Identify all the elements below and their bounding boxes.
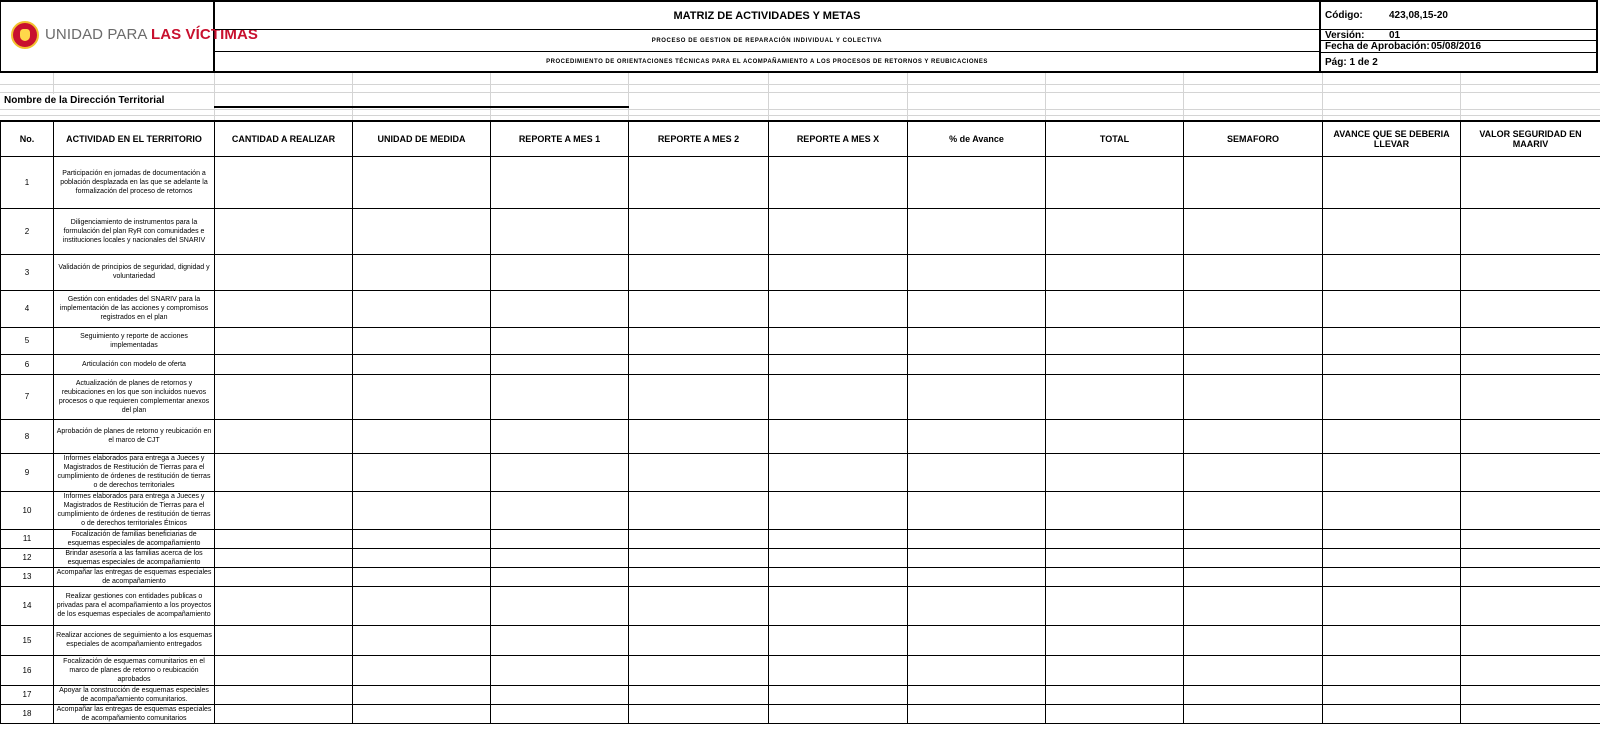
data-entry-cell[interactable] <box>1046 453 1184 491</box>
territorial-direction-label: Nombre de la Dirección Territorial <box>4 95 165 106</box>
row-number: 4 <box>1 290 54 327</box>
data-entry-cell[interactable] <box>1184 586 1323 625</box>
grid-line <box>1460 73 1461 120</box>
column-header: % de Avance <box>908 121 1046 156</box>
approval-label: Fecha de Aprobación: <box>1325 41 1430 52</box>
activity-cell: Informes elaborados para entrega a Jueces y Magistrados de Restitución de Tierras para el cumplimiento de órdenes de restitución de tierras o de derechos territoriales <box>54 453 215 491</box>
data-entry-cell[interactable] <box>491 625 629 655</box>
activity-cell: Brindar asesoría a las familias acerca de los esquemas especiales de acompañamiento <box>54 548 215 567</box>
grid-line <box>352 73 353 120</box>
data-entry-cell[interactable] <box>1323 290 1461 327</box>
data-entry-cell[interactable] <box>1323 655 1461 685</box>
row-number: 3 <box>1 254 54 290</box>
data-entry-cell[interactable] <box>908 156 1046 208</box>
activity-cell: Realizar gestiones con entidades publicas o privadas para el acompañamiento a los proyectos de los esquemas especiales de acompañamiento <box>54 586 215 625</box>
column-header: UNIDAD DE MEDIDA <box>353 121 491 156</box>
data-entry-cell[interactable] <box>1184 156 1323 208</box>
activity-cell: Validación de principios de seguridad, dignidad y voluntariedad <box>54 254 215 290</box>
table-row <box>1 491 1600 529</box>
data-entry-cell[interactable] <box>215 548 353 567</box>
data-entry-cell[interactable] <box>908 419 1046 453</box>
data-entry-cell[interactable] <box>629 704 769 723</box>
data-entry-cell[interactable] <box>769 548 908 567</box>
data-entry-cell[interactable] <box>215 354 353 374</box>
data-entry-cell[interactable] <box>1184 453 1323 491</box>
data-entry-cell[interactable] <box>1461 491 1600 529</box>
activity-cell: Focalización de familias beneficiarias de esquemas especiales de acompañamiento <box>54 529 215 548</box>
data-entry-cell[interactable] <box>491 491 629 529</box>
data-entry-cell[interactable] <box>1046 548 1184 567</box>
data-entry-cell[interactable] <box>1323 254 1461 290</box>
data-entry-cell[interactable] <box>1184 685 1323 704</box>
procedure-name: PROCEDIMIENTO DE ORIENTACIONES TÉCNICAS PARA EL ACOMPAÑAMIENTO A LOS PROCESOS DE RETORNOS Y REUBICACIONES <box>546 59 988 65</box>
data-entry-cell[interactable] <box>908 453 1046 491</box>
data-entry-cell[interactable] <box>629 327 769 354</box>
data-entry-cell[interactable] <box>491 453 629 491</box>
grid-line <box>1322 73 1323 120</box>
activity-cell: Informes elaborados para entrega a Jueces y Magistrados de Restitución de Tierras para el cumplimiento de órdenes de restitución de tierras o de derechos territoriales Étnicos <box>54 491 215 529</box>
data-entry-cell[interactable] <box>769 625 908 655</box>
data-entry-cell[interactable] <box>1323 685 1461 704</box>
data-entry-cell[interactable] <box>1323 529 1461 548</box>
data-entry-cell[interactable] <box>1184 254 1323 290</box>
data-entry-cell[interactable] <box>353 419 491 453</box>
data-entry-cell[interactable] <box>908 327 1046 354</box>
data-entry-cell[interactable] <box>215 567 353 586</box>
data-entry-cell[interactable] <box>1046 290 1184 327</box>
data-entry-cell[interactable] <box>769 453 908 491</box>
document-title: MATRIZ DE ACTIVIDADES Y METAS <box>215 2 1319 30</box>
data-entry-cell[interactable] <box>1461 290 1600 327</box>
row-number: 15 <box>1 625 54 655</box>
data-entry-cell[interactable] <box>353 567 491 586</box>
data-entry-cell[interactable] <box>908 290 1046 327</box>
table-body <box>1 156 1600 723</box>
activity-cell: Realizar acciones de seguimiento a los esquemas especiales de acompañamiento entregados <box>54 625 215 655</box>
data-entry-cell[interactable] <box>1323 625 1461 655</box>
data-entry-cell[interactable] <box>1046 704 1184 723</box>
data-entry-cell[interactable] <box>1184 625 1323 655</box>
data-entry-cell[interactable] <box>1323 453 1461 491</box>
data-entry-cell[interactable] <box>1184 419 1323 453</box>
code-label: Código: <box>1325 10 1363 21</box>
logo-text-bold: LAS VÍCTIMAS <box>150 26 258 43</box>
data-entry-cell[interactable] <box>629 254 769 290</box>
data-entry-cell[interactable] <box>491 685 629 704</box>
data-entry-cell[interactable] <box>908 586 1046 625</box>
row-number: 14 <box>1 586 54 625</box>
data-entry-cell[interactable] <box>629 354 769 374</box>
colombia-coat-of-arms-icon <box>11 21 39 49</box>
activity-cell: Gestión con entidades del SNARIV para la implementación de las acciones y compromisos registrados en el plan <box>54 290 215 327</box>
data-entry-cell[interactable] <box>769 354 908 374</box>
grid-line <box>53 73 54 94</box>
data-entry-cell[interactable] <box>629 567 769 586</box>
data-entry-cell[interactable] <box>353 548 491 567</box>
page-indicator: Pág: 1 de 2 <box>1325 57 1378 68</box>
data-entry-cell[interactable] <box>1461 625 1600 655</box>
table-row <box>1 586 1600 625</box>
activities-table <box>0 120 1600 724</box>
table-row <box>1 453 1600 491</box>
data-entry-cell[interactable] <box>215 529 353 548</box>
data-entry-cell[interactable] <box>769 529 908 548</box>
data-entry-cell[interactable] <box>769 685 908 704</box>
data-entry-cell[interactable] <box>491 529 629 548</box>
data-entry-cell[interactable] <box>1461 586 1600 625</box>
data-entry-cell[interactable] <box>215 254 353 290</box>
data-entry-cell[interactable] <box>1046 586 1184 625</box>
data-entry-cell[interactable] <box>629 685 769 704</box>
grid-line <box>490 73 491 120</box>
table-row <box>1 374 1600 419</box>
data-entry-cell[interactable] <box>215 156 353 208</box>
data-entry-cell[interactable] <box>1323 374 1461 419</box>
column-header: TOTAL <box>1046 121 1184 156</box>
data-entry-cell[interactable] <box>1046 419 1184 453</box>
data-entry-cell[interactable] <box>1046 327 1184 354</box>
data-entry-cell[interactable] <box>769 491 908 529</box>
data-entry-cell[interactable] <box>908 208 1046 254</box>
data-entry-cell[interactable] <box>353 453 491 491</box>
data-entry-cell[interactable] <box>1461 704 1600 723</box>
table-row <box>1 685 1600 704</box>
data-entry-cell[interactable] <box>629 453 769 491</box>
activity-cell: Diligenciamiento de instrumentos para la formulación del plan RyR con comunidades e instituciones locales y nacionales del SNARIV <box>54 208 215 254</box>
data-entry-cell[interactable] <box>1461 548 1600 567</box>
data-entry-cell[interactable] <box>491 586 629 625</box>
data-entry-cell[interactable] <box>215 208 353 254</box>
row-number: 16 <box>1 655 54 685</box>
grid-line <box>214 73 215 120</box>
data-entry-cell[interactable] <box>353 290 491 327</box>
data-entry-cell[interactable] <box>1461 453 1600 491</box>
data-entry-cell[interactable] <box>1461 685 1600 704</box>
column-header: REPORTE A MES 2 <box>629 121 769 156</box>
data-entry-cell[interactable] <box>1461 354 1600 374</box>
data-entry-cell[interactable] <box>215 419 353 453</box>
data-entry-cell[interactable] <box>215 625 353 655</box>
approval-value: 05/08/2016 <box>1431 41 1482 52</box>
data-entry-cell[interactable] <box>769 290 908 327</box>
column-header: VALOR SEGURIDAD EN MAARIV <box>1461 121 1600 156</box>
data-entry-cell[interactable] <box>491 208 629 254</box>
row-number: 11 <box>1 529 54 548</box>
row-number: 6 <box>1 354 54 374</box>
data-entry-cell[interactable] <box>1323 208 1461 254</box>
grid-line <box>0 109 1600 110</box>
data-entry-cell[interactable] <box>491 290 629 327</box>
data-entry-cell[interactable] <box>629 529 769 548</box>
row-number: 2 <box>1 208 54 254</box>
data-entry-cell[interactable] <box>491 419 629 453</box>
data-entry-cell[interactable] <box>215 586 353 625</box>
data-entry-cell[interactable] <box>353 529 491 548</box>
data-entry-cell[interactable] <box>769 156 908 208</box>
data-entry-cell[interactable] <box>491 156 629 208</box>
data-entry-cell[interactable] <box>1461 374 1600 419</box>
data-entry-cell[interactable] <box>908 354 1046 374</box>
data-entry-cell[interactable] <box>769 254 908 290</box>
data-entry-cell[interactable] <box>1323 586 1461 625</box>
data-entry-cell[interactable] <box>908 374 1046 419</box>
data-entry-cell[interactable] <box>629 491 769 529</box>
data-entry-cell[interactable] <box>1184 529 1323 548</box>
data-entry-cell[interactable] <box>1184 704 1323 723</box>
table-row <box>1 354 1600 374</box>
data-entry-cell[interactable] <box>353 208 491 254</box>
activity-cell: Articulación con modelo de oferta <box>54 354 215 374</box>
data-entry-cell[interactable] <box>491 374 629 419</box>
row-number: 13 <box>1 567 54 586</box>
data-entry-cell[interactable] <box>1461 327 1600 354</box>
table-row <box>1 208 1600 254</box>
approval-row <box>1321 41 1597 53</box>
data-entry-cell[interactable] <box>1184 491 1323 529</box>
activity-cell: Aprobación de planes de retorno y reubicación en el marco de CJT <box>54 419 215 453</box>
column-header: REPORTE A MES 1 <box>491 121 629 156</box>
code-value: 423,08,15-20 <box>1389 10 1448 21</box>
grid-line <box>1183 73 1184 120</box>
data-entry-cell[interactable] <box>1184 327 1323 354</box>
data-entry-cell[interactable] <box>1046 567 1184 586</box>
table-row <box>1 548 1600 567</box>
data-entry-cell[interactable] <box>629 655 769 685</box>
table-row <box>1 625 1600 655</box>
table-row <box>1 655 1600 685</box>
version-row <box>1321 30 1597 41</box>
activity-cell: Apoyar la construcción de esquemas especiales de acompañamiento comunitarios. <box>54 685 215 704</box>
activity-cell: Acompañar las entregas de esquemas especiales de acompañamiento <box>54 567 215 586</box>
data-entry-cell[interactable] <box>353 491 491 529</box>
data-entry-cell[interactable] <box>908 704 1046 723</box>
logo-text-prefix: UNIDAD PARA <box>45 26 151 43</box>
territorial-direction-field[interactable] <box>214 106 629 108</box>
data-entry-cell[interactable] <box>1323 548 1461 567</box>
activity-cell: Participación en jornadas de documentación a población desplazada en las que se adelante la formalización del proceso de retornos <box>54 156 215 208</box>
grid-line <box>907 73 908 120</box>
data-entry-cell[interactable] <box>1046 529 1184 548</box>
row-number: 1 <box>1 156 54 208</box>
table-header-row <box>1 121 1600 156</box>
table-row <box>1 419 1600 453</box>
data-entry-cell[interactable] <box>1461 419 1600 453</box>
data-entry-cell[interactable] <box>353 327 491 354</box>
document-meta <box>1319 2 1597 73</box>
data-entry-cell[interactable] <box>1046 354 1184 374</box>
data-entry-cell[interactable] <box>629 625 769 655</box>
data-entry-cell[interactable] <box>908 548 1046 567</box>
data-entry-cell[interactable] <box>1323 704 1461 723</box>
data-entry-cell[interactable] <box>1323 156 1461 208</box>
data-entry-cell[interactable] <box>1323 354 1461 374</box>
row-number: 5 <box>1 327 54 354</box>
table-row <box>1 290 1600 327</box>
data-entry-cell[interactable] <box>908 529 1046 548</box>
data-entry-cell[interactable] <box>769 327 908 354</box>
data-entry-cell[interactable] <box>908 567 1046 586</box>
version-value: 01 <box>1389 30 1401 41</box>
data-entry-cell[interactable] <box>769 704 908 723</box>
data-entry-cell[interactable] <box>769 374 908 419</box>
activity-cell: Acompañar las entregas de esquemas especiales de acompañamiento comunitarios <box>54 704 215 723</box>
row-number: 12 <box>1 548 54 567</box>
grid-line <box>0 92 1600 93</box>
data-entry-cell[interactable] <box>908 655 1046 685</box>
data-entry-cell[interactable] <box>215 655 353 685</box>
data-entry-cell[interactable] <box>629 419 769 453</box>
code-row <box>1321 2 1597 30</box>
data-entry-cell[interactable] <box>215 327 353 354</box>
data-entry-cell[interactable] <box>629 548 769 567</box>
data-entry-cell[interactable] <box>353 254 491 290</box>
data-entry-cell[interactable] <box>353 655 491 685</box>
data-entry-cell[interactable] <box>629 290 769 327</box>
data-entry-cell[interactable] <box>353 625 491 655</box>
data-entry-cell[interactable] <box>1184 567 1323 586</box>
data-entry-cell[interactable] <box>353 156 491 208</box>
column-header: REPORTE A MES X <box>769 121 908 156</box>
data-entry-cell[interactable] <box>908 254 1046 290</box>
row-number: 18 <box>1 704 54 723</box>
table-row <box>1 704 1600 723</box>
data-entry-cell[interactable] <box>1046 254 1184 290</box>
data-entry-cell[interactable] <box>908 491 1046 529</box>
data-entry-cell[interactable] <box>491 655 629 685</box>
data-entry-cell[interactable] <box>1184 655 1323 685</box>
data-entry-cell[interactable] <box>1461 655 1600 685</box>
data-entry-cell[interactable] <box>1046 491 1184 529</box>
data-entry-cell[interactable] <box>353 354 491 374</box>
table-row <box>1 567 1600 586</box>
data-entry-cell[interactable] <box>1461 208 1600 254</box>
data-entry-cell[interactable] <box>215 704 353 723</box>
column-header: No. <box>1 121 54 156</box>
data-entry-cell[interactable] <box>769 419 908 453</box>
process-name: PROCESO DE GESTION DE REPARACIÓN INDIVIDUAL Y COLECTIVA <box>215 30 1319 52</box>
data-entry-cell[interactable] <box>629 208 769 254</box>
row-number: 17 <box>1 685 54 704</box>
data-entry-cell[interactable] <box>215 453 353 491</box>
data-entry-cell[interactable] <box>629 586 769 625</box>
data-entry-cell[interactable] <box>491 704 629 723</box>
data-entry-cell[interactable] <box>769 655 908 685</box>
data-entry-cell[interactable] <box>1323 419 1461 453</box>
table-row <box>1 327 1600 354</box>
table-row <box>1 156 1600 208</box>
column-header: CANTIDAD A REALIZAR <box>215 121 353 156</box>
data-entry-cell[interactable] <box>215 491 353 529</box>
row-number: 8 <box>1 419 54 453</box>
data-entry-cell[interactable] <box>1046 655 1184 685</box>
data-entry-cell[interactable] <box>491 548 629 567</box>
data-entry-cell[interactable] <box>1184 208 1323 254</box>
data-entry-cell[interactable] <box>1046 374 1184 419</box>
table-row <box>1 529 1600 548</box>
data-entry-cell[interactable] <box>491 354 629 374</box>
data-entry-cell[interactable] <box>629 156 769 208</box>
column-header: AVANCE QUE SE DEBERIA LLEVAR <box>1323 121 1461 156</box>
data-entry-cell[interactable] <box>1046 208 1184 254</box>
data-entry-cell[interactable] <box>1323 491 1461 529</box>
grid-line <box>628 73 629 120</box>
column-header: ACTIVIDAD EN EL TERRITORIO <box>54 121 215 156</box>
column-header: SEMAFORO <box>1184 121 1323 156</box>
data-entry-cell[interactable] <box>1046 625 1184 655</box>
data-entry-cell[interactable] <box>769 586 908 625</box>
data-entry-cell[interactable] <box>1046 685 1184 704</box>
data-entry-cell[interactable] <box>908 625 1046 655</box>
data-entry-cell[interactable] <box>1461 529 1600 548</box>
grid-line <box>0 115 1600 116</box>
data-entry-cell[interactable] <box>1184 290 1323 327</box>
data-entry-cell[interactable] <box>215 685 353 704</box>
logo <box>1 2 258 73</box>
row-number: 9 <box>1 453 54 491</box>
activity-cell: Seguimiento y reporte de acciones implementadas <box>54 327 215 354</box>
row-number: 7 <box>1 374 54 419</box>
data-entry-cell[interactable] <box>629 374 769 419</box>
row-number: 10 <box>1 491 54 529</box>
activity-cell: Focalización de esquemas comunitarios en el marco de planes de retorno o reubicación aprobados <box>54 655 215 685</box>
data-entry-cell[interactable] <box>353 374 491 419</box>
data-entry-cell[interactable] <box>769 567 908 586</box>
data-entry-cell[interactable] <box>491 567 629 586</box>
data-entry-cell[interactable] <box>1461 567 1600 586</box>
data-entry-cell[interactable] <box>769 208 908 254</box>
data-entry-cell[interactable] <box>215 374 353 419</box>
data-entry-cell[interactable] <box>1461 254 1600 290</box>
grid-line <box>0 84 1600 85</box>
table-row <box>1 254 1600 290</box>
data-entry-cell[interactable] <box>1323 327 1461 354</box>
data-entry-cell[interactable] <box>1323 567 1461 586</box>
data-entry-cell[interactable] <box>491 254 629 290</box>
data-entry-cell[interactable] <box>353 586 491 625</box>
version-label: Versión: <box>1325 30 1365 41</box>
data-entry-cell[interactable] <box>353 704 491 723</box>
data-entry-cell[interactable] <box>215 290 353 327</box>
data-entry-cell[interactable] <box>1184 374 1323 419</box>
grid-line <box>1045 73 1046 120</box>
data-entry-cell[interactable] <box>1184 548 1323 567</box>
document-header <box>0 0 1598 73</box>
data-entry-cell[interactable] <box>1184 354 1323 374</box>
data-entry-cell[interactable] <box>353 685 491 704</box>
data-entry-cell[interactable] <box>1461 156 1600 208</box>
activity-cell: Actualización de planes de retornos y reubicaciones en los que son incluidos nuevos procesos o que requieren complementar anexos del plan <box>54 374 215 419</box>
data-entry-cell[interactable] <box>908 685 1046 704</box>
grid-line <box>768 73 769 120</box>
data-entry-cell[interactable] <box>1046 156 1184 208</box>
data-entry-cell[interactable] <box>491 327 629 354</box>
